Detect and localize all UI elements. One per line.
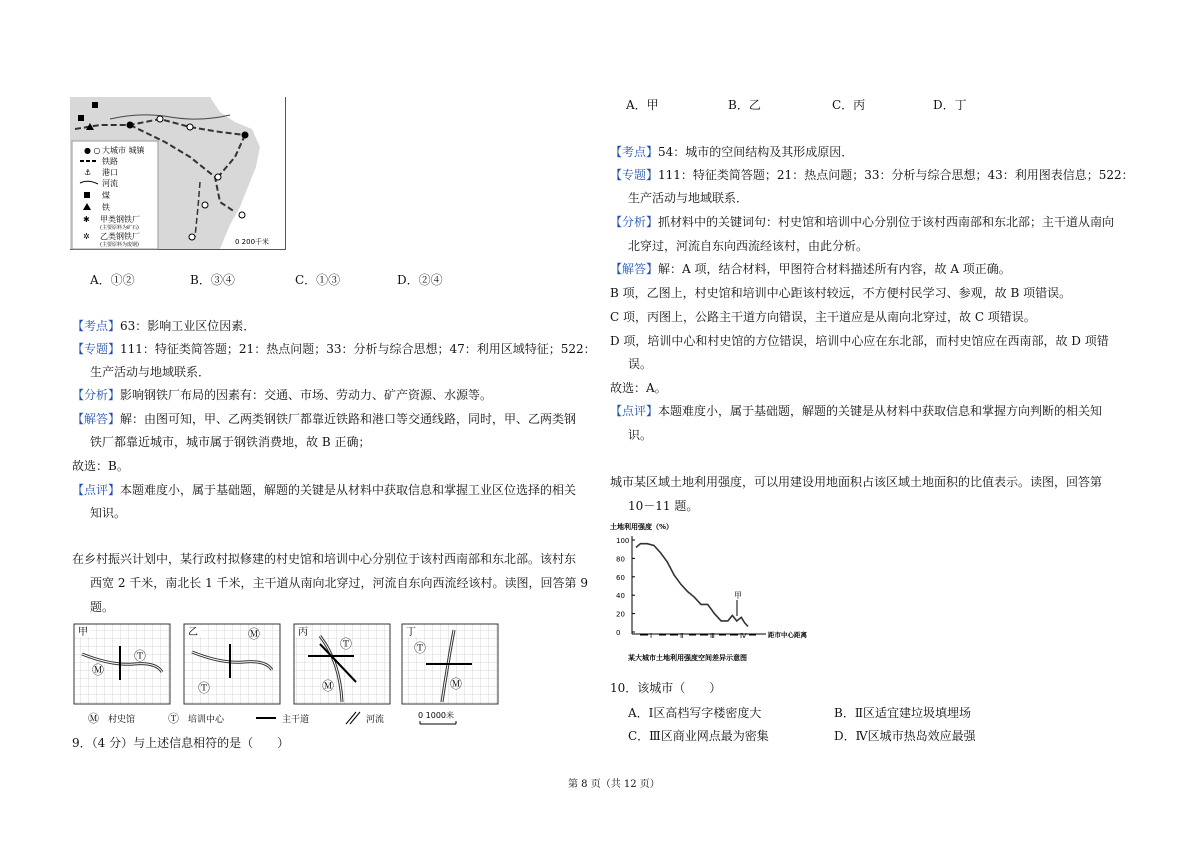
- chart-xlabel: 距市中心距离: [768, 631, 807, 639]
- q10-stem-line2: 10－11 题。: [628, 499, 699, 513]
- y-tick-label: 20: [616, 610, 625, 619]
- legend-marker-m: Ⓜ: [88, 712, 99, 725]
- y-tick-label: 60: [616, 573, 625, 582]
- q8-dianping: 【点评】本题难度小，属于基础题，解题的关键是从材料中获取信息和掌握工业区位选择的相关: [72, 483, 577, 497]
- q9-option-d[interactable]: D．丁: [933, 98, 967, 112]
- q9-jieda-d-cont: 误。: [628, 357, 653, 371]
- legend-village-museum: 村史馆: [108, 715, 136, 725]
- map-scale: 0 200千米: [235, 238, 270, 246]
- chart-annotation: 甲: [734, 591, 742, 600]
- series-line: [636, 544, 748, 627]
- q9-jieda-b: B 项，乙图上，村史馆和培训中心距该村较远，不方便村民学习、参观，故 B 项错误。: [610, 286, 1072, 300]
- map-label-ding: 丁: [406, 627, 416, 638]
- legend-marker-t: Ⓣ: [168, 712, 179, 725]
- y-tick-label: 40: [616, 592, 625, 601]
- legend-plant-b: 乙类钢铁厂: [100, 232, 140, 241]
- land-use-chart: [608, 518, 818, 673]
- q9-fenxi-cont: 北穿过，河流自东向西流经该村，由此分析。: [628, 239, 869, 253]
- q9-dianping: 【点评】本题难度小，属于基础题，解题的关键是从材料中获取信息和掌握方向判断的相关知: [610, 404, 1103, 418]
- q8-zhuanti: 【专题】111：特征类简答题；21：热点问题；33：分析与综合思想；47：利用区域特征；522：: [72, 342, 596, 356]
- page-footer: 第 8 页（共 12 页）: [568, 779, 660, 790]
- map-bing-m: Ⓜ: [322, 679, 335, 693]
- q9-jieda-d: D 项，培训中心和村史馆的方位错误，培训中心应在东北部，而村史馆应在西南部，故 D 项错: [610, 334, 1109, 348]
- q10-question: 10．该城市（ ）: [610, 681, 722, 695]
- q10-option-b[interactable]: B．Ⅱ区适宜建垃圾填埋场: [834, 706, 971, 720]
- map-jia: [74, 624, 170, 704]
- y-tick-label: 100: [616, 537, 630, 545]
- zone-label: Ⅲ: [710, 632, 715, 640]
- q8-jieda: 【解答】解：由图可知，甲、乙两类钢铁厂都靠近铁路和港口等交通线路，同时，甲、乙两类钢: [72, 412, 577, 426]
- map-bing-t: Ⓣ: [340, 637, 353, 651]
- q8-option-d[interactable]: D．②④: [397, 273, 443, 287]
- legend-river-q9: 河流: [366, 715, 385, 725]
- q9-option-b[interactable]: B．乙: [728, 98, 761, 112]
- chart-title: 某大城市土地利用强度空间差异示意图: [628, 654, 747, 662]
- q9-dianping-cont: 识。: [628, 428, 653, 442]
- q9-question: 9．（4 分）与上述信息相符的是（ ）: [72, 736, 290, 750]
- q8-dianping-cont: 知识。: [90, 506, 127, 520]
- q8-zhuanti-cont: 生产活动与地域联系．: [90, 365, 211, 379]
- map-ding-m: Ⓜ: [450, 677, 463, 691]
- map-ding: [402, 624, 498, 704]
- q9-stem-line2: 西宽 2 千米，南北长 1 千米，主干道从南向北穿过，河流自东向西流经该村。读图，回答第 9: [90, 576, 588, 590]
- legend-river: 河流: [102, 179, 118, 188]
- q10-option-a[interactable]: A．Ⅰ区高档写字楼密度大: [628, 706, 762, 720]
- map-label-yi: 乙: [188, 627, 198, 638]
- q10-stem-line1: 城市某区域土地利用强度，可以用建设用地面积占该区域土地面积的比值表示。读图，回答第: [610, 475, 1103, 489]
- svg-text:✲: ✲: [83, 232, 90, 241]
- q9-stem-line1: 在乡村振兴计划中，某行政村拟修建的村史馆和培训中心分别位于该村西南部和东北部。该村东: [72, 552, 577, 566]
- q9-jieda: 【解答】解：A 项，结合材料，甲图符合材料描述所有内容，故 A 项正确。: [610, 262, 1011, 276]
- legend-coal: 煤: [102, 191, 110, 200]
- map-bing: [294, 624, 390, 704]
- map-yi: [184, 624, 280, 704]
- q9-fenxi: 【分析】抓材料中的关键词句：村史馆和培训中心分别位于该村西南部和东北部；主干道从南向: [610, 215, 1115, 229]
- map-ding-t: Ⓣ: [414, 641, 427, 655]
- q10-option-c[interactable]: C．Ⅲ区商业网点最为密集: [628, 729, 769, 743]
- q8-option-b[interactable]: B．③④: [190, 273, 235, 287]
- q9-option-c[interactable]: C．丙: [832, 98, 866, 112]
- legend-plant-b-note: (主要原料为废钢): [100, 242, 139, 248]
- legend-plant-a-note: (主要原料为矿石): [100, 225, 139, 231]
- chart-ylabel: 土地利用强度（%）: [610, 523, 674, 531]
- q8-option-a[interactable]: A．①②: [90, 273, 135, 287]
- legend-iron: 铁: [102, 203, 110, 212]
- q9-stem-line3: 题。: [90, 600, 115, 614]
- map-jia-m: Ⓜ: [92, 663, 105, 677]
- map-label-bing: 丙: [298, 627, 308, 638]
- svg-text:⚓: ⚓: [84, 168, 92, 177]
- map-label-jia: 甲: [78, 627, 88, 638]
- zone-label: Ⅰ: [650, 632, 653, 640]
- q8-answer: 故选：B。: [72, 459, 129, 473]
- legend-scale-q9: 0 1000米: [418, 711, 454, 720]
- q9-zhuanti-cont: 生产活动与地域联系．: [628, 191, 749, 205]
- y-tick-label: 80: [616, 555, 625, 564]
- svg-text:● ○: ● ○: [84, 146, 101, 155]
- zone-label: Ⅱ: [680, 632, 684, 640]
- q9-jieda-c: C 项，丙图上，公路主干道方向错误，主干道应是从南向北穿过，故 C 项错误。: [610, 310, 1036, 324]
- q9-zhuanti: 【专题】111：特征类简答题；21：热点问题；33：分析与综合思想；43：利用图表信息；522：: [610, 168, 1134, 182]
- q8-option-c[interactable]: C．①③: [295, 273, 341, 287]
- y-tick-label: 0: [616, 629, 621, 637]
- map-yi-t: Ⓣ: [198, 681, 211, 695]
- q8-jieda-cont: 铁厂都靠近城市，城市属于钢铁消费地，故 B 正确；: [90, 435, 371, 449]
- svg-text:✱: ✱: [83, 215, 90, 224]
- legend-plant-a: 甲类钢铁厂: [100, 215, 140, 224]
- q9-option-a[interactable]: A．甲: [626, 98, 659, 112]
- q8-fenxi: 【分析】影响钢铁厂布局的因素有：交通、市场、劳动力、矿产资源、水源等。: [72, 388, 493, 402]
- legend-city: 大城市 城镇: [102, 146, 145, 155]
- zone-label: Ⅳ: [740, 632, 747, 640]
- legend-rail: 铁路: [102, 157, 118, 166]
- q9-answer: 故选：A。: [610, 381, 667, 395]
- q10-option-d[interactable]: D．Ⅳ区城市热岛效应最强: [834, 729, 976, 743]
- q9-kaodian: 【考点】54：城市的空间结构及其形成原因．: [610, 145, 854, 159]
- legend-training-center: 培训中心: [188, 715, 225, 725]
- legend-main-road: 主干道: [282, 715, 310, 725]
- industry-map-figure: [70, 97, 286, 250]
- map-yi-m: Ⓜ: [248, 627, 261, 641]
- legend-port: 港口: [102, 168, 118, 177]
- village-maps-figure: [72, 622, 504, 730]
- q8-kaodian: 【考点】63：影响工业区位因素．: [72, 319, 256, 333]
- map-jia-t: Ⓣ: [134, 649, 147, 663]
